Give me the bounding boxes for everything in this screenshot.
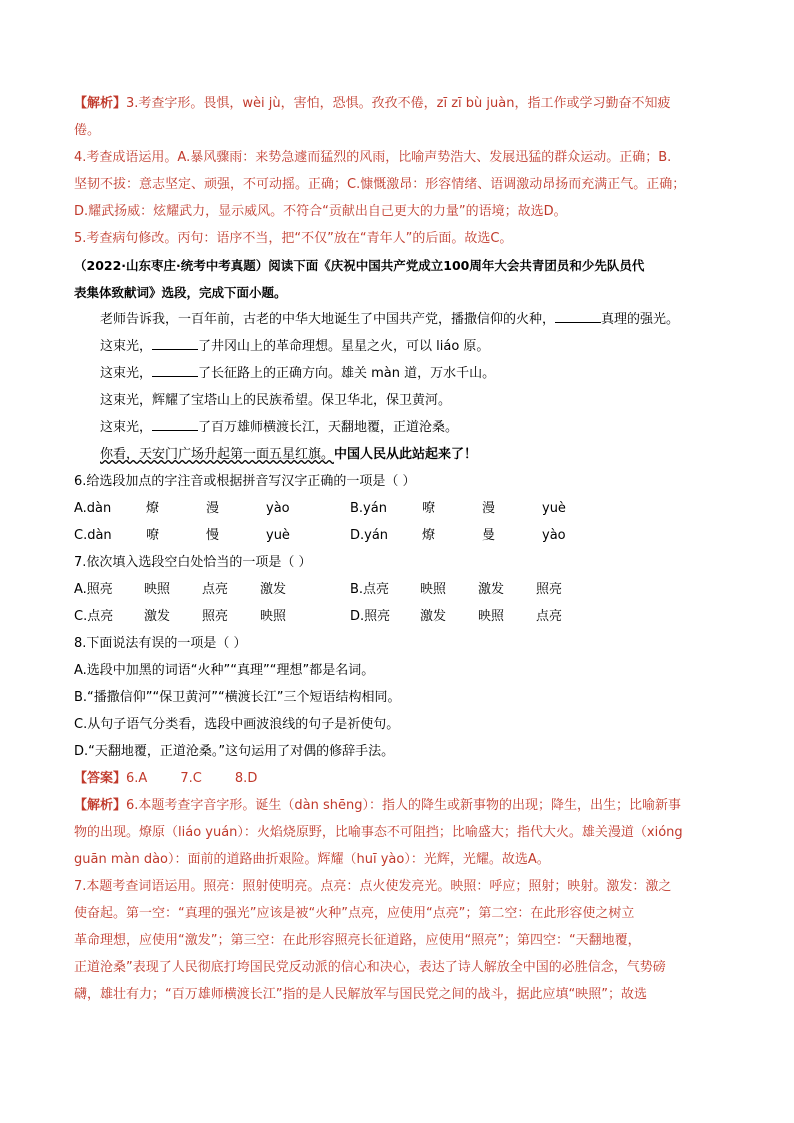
analysis1-line3: 4.考查成语运用。A.暴风骤雨：来势急遽而猛烈的风雨，比喻声势浩大、发展迅猛的群众运动。正确；B. [74, 150, 672, 165]
q8-option-c: C.从句子语气分类看，选段中画波浪线的句子是祈使句。 [74, 717, 400, 732]
passage-paragraph-3: 这束光， 了长征路上的正确方向。雄关 màn 道，万水千山。 [100, 366, 496, 381]
passage-paragraph-6: 你看，天安门广场升起第一面五星红旗。中国人民从此站起来了！ [100, 447, 478, 462]
blank-1 [555, 310, 601, 323]
q7-option-a: A.照亮 映照 点亮 激发 [74, 582, 287, 597]
analysis1-line4: 坚韧不拔：意志坚定、顽强，不可动摇。正确；C.慷慨激昂：形容情绪、语调激动昂扬而充满正气。正确； [74, 177, 686, 192]
q6-option-b: B.yán 嘹 漫 yuè [350, 501, 566, 516]
analysis-tag: 【解析】 [74, 96, 127, 111]
q6-option-a: A.dàn 燎 漫 yào [74, 501, 290, 516]
q8-option-a: A.选段中加黑的词语“火种”“真理”“理想”都是名词。 [74, 663, 375, 678]
analysis2-line1: 【解析】6.本题考查字音字形。诞生（dàn shēng）：指人的降生或新事物的出现；降生，出生；比喻新事 [74, 798, 682, 813]
q6-options-row2 [74, 522, 730, 549]
q8-option-d: D.“天翻地覆，正道沧桑。”这句运用了对偶的修辞手法。 [74, 744, 395, 759]
wavy-underlined-sentence: 你看，天安门广场升起第一面五星红旗。 [100, 447, 335, 462]
question-header-line1: （2022·山东枣庄·统考中考真题）阅读下面《庆祝中国共产党成立100周年大会共青团员和少先队员代 [74, 258, 645, 273]
question-header-line2: 表集体致献词》选段，完成下面小题。 [74, 285, 287, 300]
analysis2-line7: 正道沧桑”表现了人民彻底打垮国民党反动派的信心和决心，表达了诗人解放全中国的必胜信念，气势磅 [74, 960, 666, 975]
q6-option-d: D.yán 燎 曼 yào [350, 528, 566, 543]
passage-paragraph-2: 这束光， 了井冈山上的革命理想。星星之火，可以 liáo 原。 [100, 339, 490, 354]
passage-paragraph-4: 这束光，辉耀了宝塔山上的民族希望。保卫华北，保卫黄河。 [100, 393, 452, 408]
passage-paragraph-5: 这束光， 了百万雄师横渡长江，天翻地覆，正道沧桑。 [100, 420, 459, 435]
analysis2-line4: 7.本题考查词语运用。照亮：照射使明亮。点亮：点火使发亮光。映照：呼应；照射；映射。激发：激之 [74, 879, 672, 894]
q7-options-row1 [74, 576, 730, 603]
analysis2-line6: 革命理想，应使用“激发”；第三空：在此形容照亮长征道路，应使用“照亮”；第四空：“天翻地覆， [74, 933, 641, 948]
analysis2-line3: guān màn dào）：面前的道路曲折艰险。辉耀（huī yào）：光辉，光耀。故选A。 [74, 852, 550, 867]
q7-option-c: C.点亮 激发 照亮 映照 [74, 609, 287, 624]
analysis1-line1: 【解析】3.考查字形。畏惧，wèi jù，害怕，恐惧。孜孜不倦，zī zī bù juàn，指工作或学习勤奋不知疲 [74, 96, 671, 111]
analysis1-line6: 5.考查病句修改。丙句：语序不当，把“不仅”放在“青年人”的后面。故选C。 [74, 231, 513, 246]
q8-stem: 8.下面说法有误的一项是（ ） [74, 636, 247, 651]
analysis-tag: 【解析】 [74, 798, 127, 813]
q8-option-b: B.“播撒信仰”“保卫黄河”“横渡长江”三个短语结构相同。 [74, 690, 401, 705]
blank-3 [152, 364, 198, 377]
analysis2-line8: 礴，雄壮有力；“百万雄师横渡长江”指的是人民解放军与国民党之间的战斗，据此应填“映照”；故选 [74, 987, 647, 1002]
q6-option-c: C.dàn 嘹 慢 yuè [74, 528, 290, 543]
passage-paragraph-1: 老师告诉我，一百年前，古老的中华大地诞生了中国共产党，播撒信仰的火种， 真理的强光。 [100, 312, 680, 327]
analysis2-line2: 物的出现。燎原（liáo yuán）：火焰烧原野，比喻事态不可阻挡；比喻盛大；指代大火。雄关漫道（xióng [74, 825, 683, 840]
answer-tag: 【答案】 [74, 771, 127, 786]
blank-4 [152, 418, 198, 431]
q6-options-row1 [74, 495, 730, 522]
q6-stem: 6.给选段加点的字注音或根据拼音写汉字正确的一项是（ ） [74, 474, 416, 489]
q7-option-d: D.照亮 激发 映照 点亮 [350, 609, 563, 624]
analysis1-line5: D.耀武扬威：炫耀武力，显示威风。不符合“贡献出自己更大的力量”的语境；故选D。 [74, 204, 567, 219]
analysis1-line2: 倦。 [74, 123, 101, 138]
q7-options-row2 [74, 603, 730, 630]
q7-stem: 7.依次填入选段空白处恰当的一项是（ ） [74, 555, 312, 570]
analysis2-line5: 使奋起。第一空：“真理的强光”应该是被“火种”点亮，应使用“点亮”；第二空：在此形容使之树立 [74, 906, 635, 921]
document-page [74, 90, 730, 1008]
answer-line: 【答案】6.A 7.C 8.D [74, 771, 258, 786]
q7-option-b: B.点亮 映照 激发 照亮 [350, 582, 563, 597]
blank-2 [152, 337, 198, 350]
